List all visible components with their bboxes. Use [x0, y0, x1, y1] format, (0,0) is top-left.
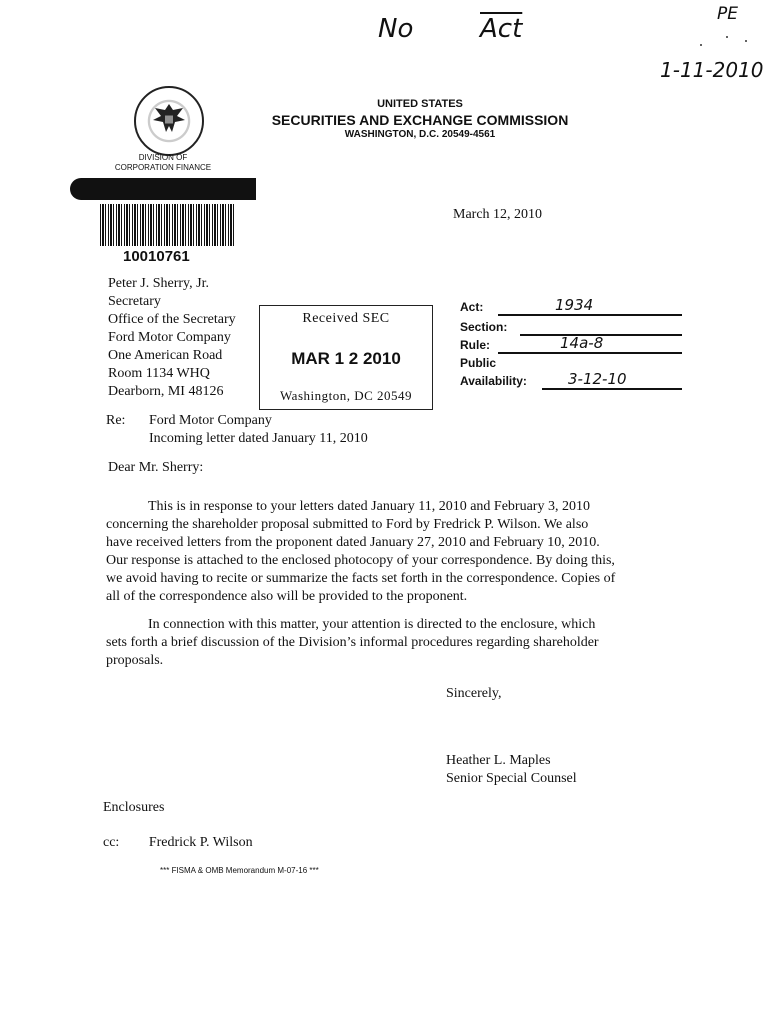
address-line: Room 1134 WHQ — [108, 366, 210, 381]
signer-title: Senior Special Counsel — [446, 771, 577, 786]
division-line2: CORPORATION FINANCE — [114, 163, 212, 172]
act-label: Act: — [460, 300, 484, 314]
cc-name: Fredrick P. Wilson — [148, 835, 253, 850]
redaction-bar — [70, 178, 256, 200]
letterhead-address: WASHINGTON, D.C. 20549-4561 — [344, 129, 496, 140]
signer-name: Heather L. Maples — [446, 753, 551, 768]
recipient-address — [108, 275, 236, 401]
stamp-date: MAR 1 2 2010 — [291, 349, 401, 368]
signature-block — [446, 752, 577, 788]
address-line: One American Road — [108, 348, 223, 363]
scan-speck — [700, 44, 702, 46]
fisma-notice: *** FISMA & OMB Memorandum M-07-16 *** — [160, 866, 319, 875]
address-line: Secretary — [108, 294, 161, 309]
handwritten-no: No — [378, 14, 414, 44]
scan-speck — [726, 36, 728, 38]
barcode-number: 10010761 — [123, 248, 190, 265]
rule-label: Rule: — [460, 338, 490, 352]
availability-line — [542, 388, 682, 390]
division-line1: DIVISION OF — [138, 153, 188, 162]
section-label: Section: — [460, 320, 508, 334]
scan-speck — [745, 40, 747, 42]
re-line2: Incoming letter dated January 11, 2010 — [149, 431, 368, 446]
cc-block — [103, 835, 253, 851]
letter-date: March 12, 2010 — [453, 207, 543, 222]
received-stamp — [259, 305, 433, 410]
address-line: Dearborn, MI 48126 — [108, 384, 224, 399]
cc-label: cc: — [103, 835, 120, 850]
body-paragraph-2: In connection with this matter, your attention is directed to the enclosure, which sets forth a brief discussion of the Division’s informal procedures regarding shareholder proposals. — [106, 617, 599, 668]
availability-label: Availability: — [460, 374, 527, 388]
handwritten-initials: PE — [717, 4, 738, 24]
division-name — [113, 153, 213, 173]
public-label: Public — [460, 356, 497, 370]
act-value: 1934 — [555, 296, 594, 314]
letterhead-line1: UNITED STATES — [377, 98, 463, 110]
stamp-received: Received SEC — [302, 311, 390, 326]
closing: Sincerely, — [446, 686, 502, 701]
rule-value: 14a-8 — [560, 334, 604, 352]
act-line — [498, 314, 682, 316]
re-label: Re: — [106, 413, 126, 428]
stamp-location: Washington, DC 20549 — [279, 388, 413, 403]
handwritten-act: $\overline{Act}$ — [480, 14, 523, 44]
handwritten-date: 1-11-2010 — [660, 58, 764, 82]
address-line: Office of the Secretary — [108, 312, 236, 327]
re-line1: Ford Motor Company — [149, 413, 272, 428]
address-line: Ford Motor Company — [108, 330, 231, 345]
body-paragraph-1: This is in response to your letters dated January 11, 2010 and February 3, 2010 concerning the shareholder proposal submitted to Ford by Fredrick P. Wilson. We also have received letters from the proponent dated January 27, 2010 and February 10, 2010. Our response is attached to the enclosed photocopy of your correspondence. By doing this, we avoid having to recite or summarize the facts set forth in the correspondence. Copies of all of the correspondence also will be provided to the proponent. — [106, 499, 616, 604]
sec-seal-logo — [134, 86, 204, 156]
availability-value: 3-12-10 — [568, 370, 627, 388]
letterhead-agency: SECURITIES AND EXCHANGE COMMISSION — [271, 112, 569, 128]
address-line: Peter J. Sherry, Jr. — [108, 276, 209, 291]
salutation: Dear Mr. Sherry: — [108, 460, 204, 475]
enclosures: Enclosures — [103, 800, 165, 815]
barcode — [100, 204, 234, 246]
re-block — [106, 412, 368, 448]
eagle-icon — [150, 100, 188, 140]
